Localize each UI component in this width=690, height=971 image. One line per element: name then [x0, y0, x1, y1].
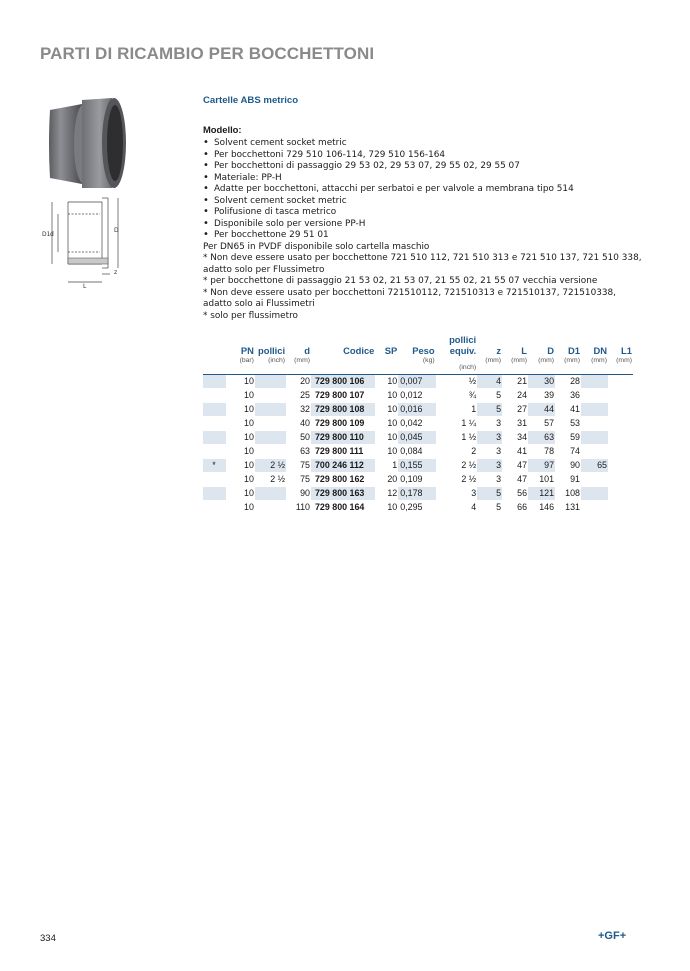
- table-cell: 3: [477, 445, 502, 459]
- table-cell: [255, 431, 286, 445]
- table-cell: 729 800 111: [311, 445, 375, 459]
- table-cell: 3: [477, 459, 502, 473]
- table-header: z: [496, 345, 502, 356]
- table-cell: 2 ½: [255, 459, 286, 473]
- table-row: [203, 501, 633, 515]
- table-cell: 3: [477, 417, 502, 431]
- table-cell: [608, 445, 633, 459]
- table-header: D: [547, 345, 555, 356]
- table-cell: 10: [226, 389, 255, 403]
- table-cell: 121: [528, 487, 555, 501]
- table-cell: 59: [555, 431, 581, 445]
- table-header: L: [521, 345, 528, 356]
- table-cell: ½: [436, 375, 478, 389]
- table-cell: [255, 501, 286, 515]
- table-cell: 24: [502, 389, 528, 403]
- d1-label: D1: [42, 231, 51, 238]
- table-row: [203, 473, 633, 487]
- table-cell: 50: [286, 431, 311, 445]
- table-cell: 63: [286, 445, 311, 459]
- table-cell: 28: [555, 375, 581, 389]
- table-cell: [255, 403, 286, 417]
- table-cell: 2 ½: [436, 459, 478, 473]
- table-cell: 108: [555, 487, 581, 501]
- table-cell: 2: [436, 445, 478, 459]
- table-cell: 74: [555, 445, 581, 459]
- table-cell: 5: [477, 501, 502, 515]
- z-label: z: [114, 269, 118, 276]
- table-cell: 53: [555, 417, 581, 431]
- table-cell: 20: [286, 375, 311, 389]
- technical-drawing: [38, 192, 128, 292]
- table-cell: 90: [555, 459, 581, 473]
- table-cell: 40: [286, 417, 311, 431]
- table-cell: [581, 403, 608, 417]
- note-line: * solo per flussimetro: [203, 310, 298, 321]
- table-cell: [581, 487, 608, 501]
- table-cell: 729 800 163: [311, 487, 375, 501]
- table-row: [203, 459, 633, 473]
- table-cell: 4: [477, 375, 502, 389]
- feature-item: • Polifusione di tasca metrico: [203, 207, 643, 219]
- table-cell: [255, 389, 286, 403]
- table-cell: 729 800 162: [311, 473, 375, 487]
- table-cell: 10: [226, 445, 255, 459]
- product-table: [203, 334, 633, 515]
- table-cell: 0,012: [398, 389, 435, 403]
- table-row: [203, 445, 633, 459]
- unit-cell: (mm): [294, 357, 310, 364]
- table-cell: 25: [286, 389, 311, 403]
- table-header: PN: [240, 345, 254, 356]
- unit-cell: (mm): [591, 357, 607, 364]
- table-cell: [608, 473, 633, 487]
- product-description: [203, 95, 643, 322]
- table-cell: 10: [226, 417, 255, 431]
- unit-cell: (bar): [239, 357, 254, 364]
- note-line: * per bocchettone di passaggio 21 53 02, 21 53 07, 21 55 02, 21 55 07 vecchia versione: [203, 276, 598, 286]
- unit-cell: (inch): [459, 364, 477, 371]
- table-cell: 0,045: [398, 431, 435, 445]
- table-cell: [608, 501, 633, 515]
- product-photo: [42, 92, 132, 192]
- table-cell: ¾: [436, 389, 478, 403]
- table-cell: 2 ½: [436, 473, 478, 487]
- table-cell: 729 800 164: [311, 501, 375, 515]
- table-cell: [203, 445, 226, 459]
- feature-item: • Disponibile solo per versione PP-H: [203, 219, 643, 231]
- table-cell: 41: [555, 403, 581, 417]
- table-cell: [581, 375, 608, 389]
- table-cell: 44: [528, 403, 555, 417]
- table-cell: 31: [502, 417, 528, 431]
- note-line: adatto solo ai Flussimetri: [203, 299, 315, 309]
- table-row: [203, 417, 633, 431]
- table-cell: 0,016: [398, 403, 435, 417]
- feature-item: • Per bocchettone 29 51 01: [203, 230, 643, 242]
- table-cell: 10: [226, 375, 255, 389]
- table-cell: [608, 417, 633, 431]
- unit-cell: (inch): [268, 357, 286, 364]
- unit-cell: (mm): [538, 357, 555, 364]
- table-cell: [255, 417, 286, 431]
- table-cell: 0,042: [398, 417, 435, 431]
- table-cell: 97: [528, 459, 555, 473]
- table-cell: 700 246 112: [311, 459, 375, 473]
- table-cell: [608, 459, 633, 473]
- table-cell: [203, 501, 226, 515]
- table-cell: [608, 375, 633, 389]
- table-cell: 1: [375, 459, 398, 473]
- table-cell: 10: [226, 431, 255, 445]
- unit-cell: [311, 356, 375, 364]
- table-cell: 10: [226, 459, 255, 473]
- table-cell: [581, 445, 608, 459]
- table-header: [436, 334, 478, 356]
- table-cell: [608, 403, 633, 417]
- table-cell: 20: [375, 473, 398, 487]
- table-cell: 131: [555, 501, 581, 515]
- table-cell: 10: [375, 389, 398, 403]
- table-cell: 5: [477, 389, 502, 403]
- table-row: [203, 389, 633, 403]
- table-cell: 729 800 107: [311, 389, 375, 403]
- feature-item: • Solvent cement socket metric: [203, 138, 643, 150]
- table-cell: 39: [528, 389, 555, 403]
- table-cell: [255, 445, 286, 459]
- table-header: pollici: [257, 345, 286, 356]
- l-label: L: [83, 283, 87, 290]
- table-cell: 57: [528, 417, 555, 431]
- section-title: Cartelle ABS metrico: [203, 95, 299, 106]
- note-line: adatto solo per Flussimetro: [203, 264, 325, 275]
- table-cell: 34: [502, 431, 528, 445]
- table-cell: *: [203, 459, 226, 473]
- table-header: D1: [568, 345, 580, 356]
- table-cell: 47: [502, 473, 528, 487]
- table-row: [203, 487, 633, 501]
- table-cell: 3: [477, 431, 502, 445]
- feature-item: • Solvent cement socket metric: [203, 196, 643, 208]
- table-cell: 10: [226, 473, 255, 487]
- table-cell: 101: [528, 473, 555, 487]
- table-header: DN: [593, 345, 607, 356]
- table-header-pollici: pollici: [449, 334, 477, 345]
- table-cell: 10: [375, 501, 398, 515]
- note-line: * Non deve essere usato per bocchettone 721 510 112, 721 510 313 e 721 510 137, 721 510 338,: [203, 253, 642, 263]
- unit-cell: [436, 356, 478, 364]
- table-header: Codice: [343, 345, 375, 356]
- table-cell: 32: [286, 403, 311, 417]
- table-cell: 10: [375, 445, 398, 459]
- table-cell: 0,155: [398, 459, 435, 473]
- table-cell: 90: [286, 487, 311, 501]
- table-cell: 30: [528, 375, 555, 389]
- table-cell: [255, 487, 286, 501]
- table-cell: 3: [436, 487, 478, 501]
- table-cell: 110: [286, 501, 311, 515]
- table-cell: 0,178: [398, 487, 435, 501]
- table-cell: 10: [375, 403, 398, 417]
- table-cell: 75: [286, 473, 311, 487]
- table-cell: [608, 389, 633, 403]
- table-cell: 78: [528, 445, 555, 459]
- table-cell: 1 ¼: [436, 417, 478, 431]
- table-header: d: [304, 345, 310, 356]
- table-cell: [608, 487, 633, 501]
- table-cell: 12: [375, 487, 398, 501]
- table-cell: 4: [436, 501, 478, 515]
- big-d-label: D: [114, 227, 119, 234]
- table-cell: 146: [528, 501, 555, 515]
- table-cell: 0,084: [398, 445, 435, 459]
- table-cell: 10: [226, 487, 255, 501]
- table-cell: 56: [502, 487, 528, 501]
- table-header: L1: [621, 345, 632, 356]
- table-cell: [203, 487, 226, 501]
- table-cell: 10: [375, 375, 398, 389]
- table-cell: 3: [477, 473, 502, 487]
- page-number: 334: [40, 933, 56, 944]
- unit-cell: [375, 356, 398, 364]
- table-row: [203, 431, 633, 445]
- unit-cell: [203, 356, 226, 364]
- feature-item: • Adatte per bocchettoni, attacchi per serbatoi e per valvole a membrana tipo 514: [203, 184, 643, 196]
- table-cell: 36: [555, 389, 581, 403]
- unit-cell: (mm): [616, 357, 632, 364]
- table-cell: 10: [226, 403, 255, 417]
- table-cell: 47: [502, 459, 528, 473]
- unit-cell: (kg): [422, 357, 435, 364]
- table-cell: 729 800 106: [311, 375, 375, 389]
- table-cell: 2 ½: [255, 473, 286, 487]
- table-cell: 729 800 109: [311, 417, 375, 431]
- table-cell: [203, 403, 226, 417]
- table-units-row-2: [203, 364, 633, 375]
- table-row: [203, 403, 633, 417]
- table-cell: [203, 375, 226, 389]
- table-cell: [581, 417, 608, 431]
- table-cell: 5: [477, 487, 502, 501]
- table-body: [203, 375, 633, 515]
- table-cell: 1: [436, 403, 478, 417]
- table-cell: 91: [555, 473, 581, 487]
- note-line: Per DN65 in PVDF disponibile solo cartella maschio: [203, 241, 430, 252]
- table-cell: 729 800 108: [311, 403, 375, 417]
- table-header: [203, 334, 226, 356]
- table-cell: 10: [226, 501, 255, 515]
- table-cell: [581, 389, 608, 403]
- table-cell: 5: [477, 403, 502, 417]
- table-cell: [203, 431, 226, 445]
- table-cell: 10: [375, 417, 398, 431]
- table-header-row: [203, 334, 633, 356]
- table-cell: [581, 473, 608, 487]
- table-header: SP: [384, 345, 398, 356]
- table-header-equiv: equiv.: [449, 345, 477, 356]
- table-cell: [581, 501, 608, 515]
- feature-item: • Materiale: PP-H: [203, 173, 643, 185]
- table-cell: 0,109: [398, 473, 435, 487]
- notes: [203, 242, 643, 323]
- unit-cell: (mm): [511, 357, 528, 364]
- model-label: Modello:: [203, 124, 242, 135]
- table-cell: 27: [502, 403, 528, 417]
- table-cell: 65: [581, 459, 608, 473]
- table-cell: 41: [502, 445, 528, 459]
- table-cell: [581, 431, 608, 445]
- table-header: Peso: [412, 345, 435, 356]
- table-cell: 75: [286, 459, 311, 473]
- unit-cell: (mm): [485, 357, 502, 364]
- table-cell: 10: [375, 431, 398, 445]
- table-cell: 1 ½: [436, 431, 478, 445]
- feature-list: [203, 138, 643, 242]
- page-title: PARTI DI RICAMBIO PER BOCCHETTONI: [40, 44, 375, 63]
- note-line: * Non deve essere usato per bocchettoni 721510112, 721510313 e 721510137, 721510338,: [203, 287, 616, 298]
- table-cell: [255, 375, 286, 389]
- gf-logo: +GF+: [598, 930, 627, 942]
- table-row: [203, 375, 633, 389]
- table-cell: [203, 389, 226, 403]
- table-cell: 21: [502, 375, 528, 389]
- feature-item: • Per bocchettoni di passaggio 29 53 02, 29 53 07, 29 55 02, 29 55 07: [203, 161, 643, 173]
- d-label: d: [50, 231, 54, 238]
- feature-item: • Per bocchettoni 729 510 106-114, 729 510 156-164: [203, 150, 643, 162]
- table-cell: 66: [502, 501, 528, 515]
- table-cell: 0,007: [398, 375, 435, 389]
- table-cell: 0,295: [398, 501, 435, 515]
- table-cell: [608, 431, 633, 445]
- table-units-row: [203, 356, 633, 364]
- table-cell: 729 800 110: [311, 431, 375, 445]
- table-cell: [203, 473, 226, 487]
- table-cell: [203, 417, 226, 431]
- table-cell: 63: [528, 431, 555, 445]
- unit-cell: (mm): [564, 357, 580, 364]
